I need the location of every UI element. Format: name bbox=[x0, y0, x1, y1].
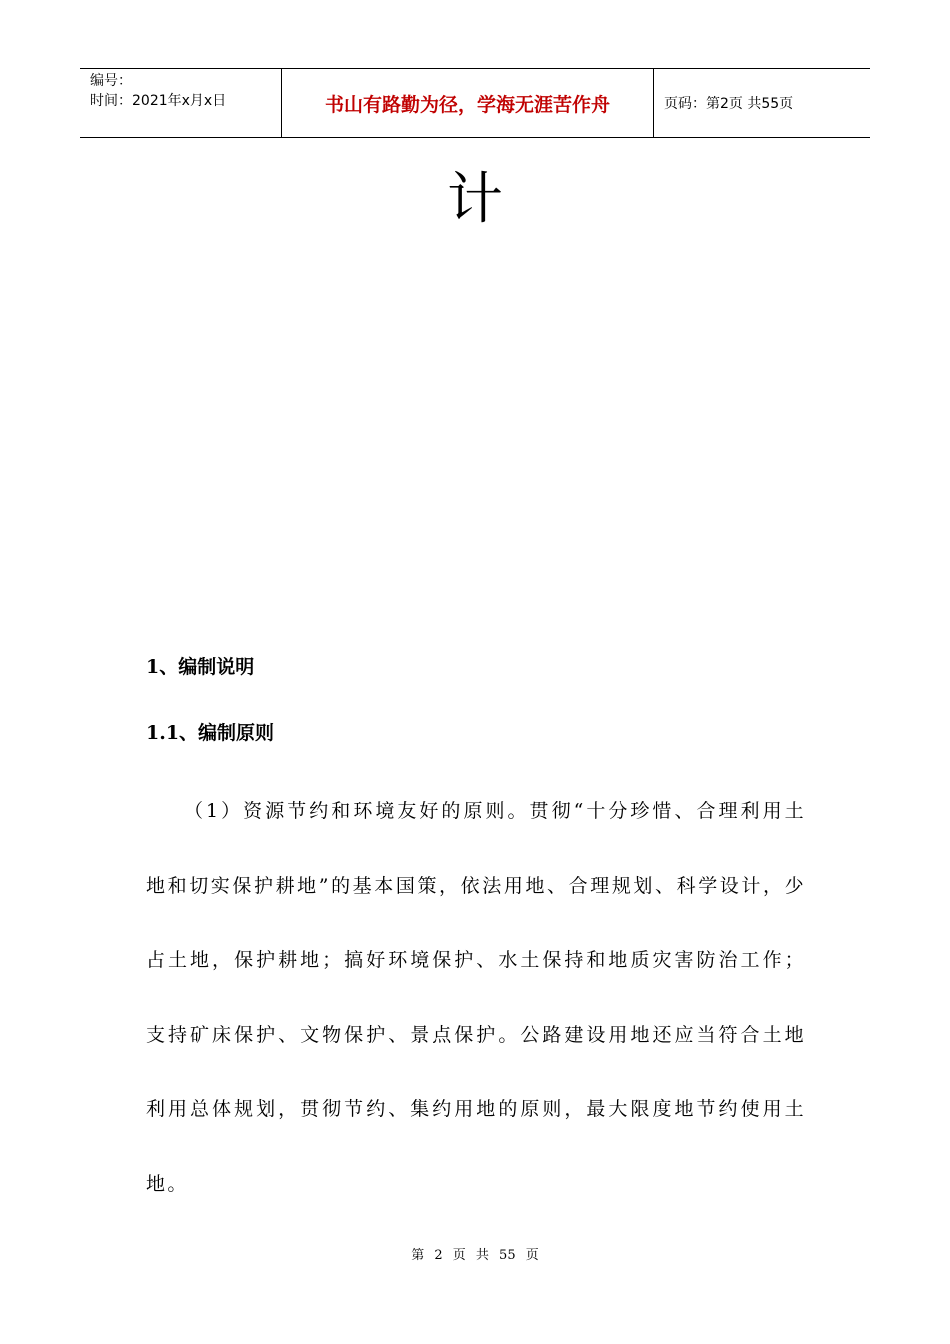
section-heading: 1、编制说明 bbox=[146, 656, 255, 678]
header-page-info: 页码：第2页 共55页 bbox=[664, 96, 794, 112]
header-meta bbox=[80, 69, 282, 137]
body-paragraph: （1）资源节约和环境友好的原则。贯彻“十分珍惜、合理利用土地和切实保护耕地”的基本国策，依法用地、合理规划、科学设计，少占土地，保护耕地；搞好环境保护、水土保持和地质灾害防治工作；支持矿床保护、文物保护、景点保护。公路建设用地还应当符合土地利用总体规划，贯彻节约、集约用地的原则，最大限度地节约使用土地。 bbox=[146, 800, 806, 1195]
page-header bbox=[80, 68, 870, 138]
document-number-label: 编号： bbox=[90, 73, 132, 89]
carryover-title-char: 计 bbox=[447, 167, 503, 232]
page-footer: 第 2 页 共 55 页 bbox=[411, 1248, 539, 1263]
subsection-heading: 1.1、编制原则 bbox=[146, 722, 275, 744]
document-body bbox=[146, 648, 806, 1221]
header-motto: 书山有路勤为径，学海无涯苦作舟 bbox=[282, 69, 654, 137]
document-time-label: 时间：2021年x月x日 bbox=[90, 93, 227, 109]
